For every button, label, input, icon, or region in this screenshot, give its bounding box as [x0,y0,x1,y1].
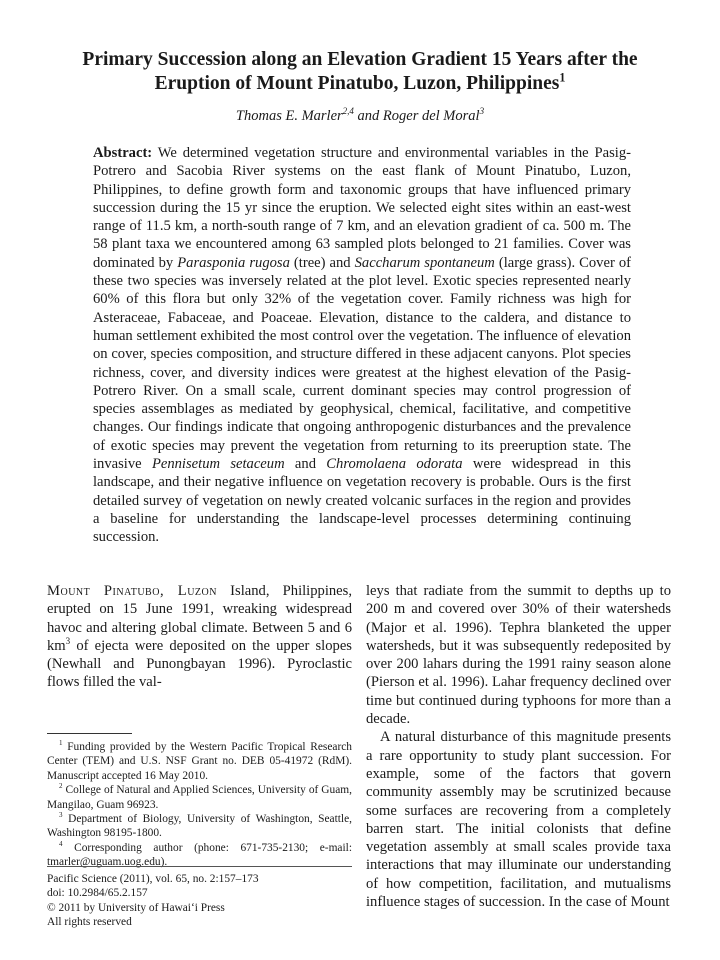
footnote-text: Department of Biology, University of Washington, Seattle, Washington 98195-1800. [47,813,352,840]
footnote-marker: 2 [59,782,63,791]
publication-divider [47,866,352,867]
abstract-text: We determined vegetation structure and environmental variables in the Pasig-Potrero and Sacobia River systems on the east flank of Mount Pinatubo, Luzon, Philippines, to define growth form and taxonomic groups that have influenced primary succession during the 15 yr since the eruption. We selected eight sites within an east-west range of 11.5 km, a north-south range of 7 km, and an elevation gradient of ca. 500 m. The 58 plant taxa we encountered among 63 sampled plots belonged to 21 families. Cover was dominated by [93,145,631,271]
abstract-label: Abstract: [93,145,153,161]
journal-citation: Pacific Science (2011), vol. 65, no. 2:157–173 [47,873,259,885]
author-affiliation-marker: 3 [479,106,485,117]
species-name: Saccharum spontaneum [354,254,495,271]
author-affiliation-marker: 2,4 [342,106,354,117]
abstract [93,144,631,547]
author-conjunction: and [353,108,383,124]
author-name: Roger del Moral [382,108,480,124]
footnotes [47,740,352,870]
body-column-right [366,582,671,911]
doi: doi: 10.2984/65.2.157 [47,887,148,900]
body-column-left [47,582,352,692]
copyright: © 2011 by University of Hawai‘i Press [47,901,225,914]
title-text: Primary Succession along an Elevation Gradient 15 Years after the Eruption of Mount Pinatubo, Luzon, Philippines [82,49,638,94]
footnote-marker: 1 [59,739,63,748]
author-line [60,108,660,125]
body-text: of ejecta were deposited on the upper slopes (Newhall and Punongbayan 1996). Pyroclastic flows filled the val- [47,637,352,691]
abstract-text: and [284,456,327,473]
footnote-marker: 3 [59,811,63,820]
lead-in-smallcaps: Mount Pinatubo, Luzon [47,583,217,599]
abstract-text: were widespread in this landscape, and their negative influence on vegetation recovery is probable. Ours is the first detailed survey of vegetation on newly created volcanic surfaces in the region and provides a baseline for understanding the landscape-level processes determining continuing succession. [93,456,631,546]
species-name: Chromolaena odorata [326,456,463,473]
paper-title [60,48,660,96]
footnote-text: Funding provided by the Western Pacific Tropical Research Center (TEM) and U.S. NSF Grant no. DEB 05-41972 (RdM). Manuscript accepted 16 May 2010. [47,741,352,782]
body-paragraph: A natural disturbance of this magnitude presents a rare opportunity to study plant succession. For example, some of the factors that govern community assembly may be scrutinized because some surfaces are recovering from a completely barren start. The initial colonists that define vegetation assembly at small scales provide taxa interactions that may illuminate our understanding of how competition, facilitation, and mutualisms influence stages of succession. In the case of Mount [366,729,671,911]
footnote [47,783,352,812]
superscript: 3 [65,636,71,647]
body-paragraph: leys that radiate from the summit to depths up to 200 m and covered over 30% of their watersheds (Major et al. 1996). Tephra blanketed the upper watersheds, but it was subsequently redeposited by over 200 lahars during the 1991 rainy season alone (Pierson et al. 1996). Lahar frequency declined over time but continued during typhoons for more than a decade. [366,583,671,728]
footnote [47,740,352,783]
body-text: Island, Philippines, erupted on 15 June 1991, wreaking widespread havoc and altering global climate. Between 5 and 6 km [47,583,352,654]
author-name: Thomas E. Marler [235,108,343,124]
footnote-text: College of Natural and Applied Sciences, University of Guam, Mangilao, Guam 96923. [47,784,352,811]
footnote-divider [47,733,132,734]
footnote-marker: 4 [59,840,63,849]
rights-statement: All rights reserved [47,916,132,929]
footnote [47,812,352,841]
title-footnote-marker: 1 [559,70,566,85]
species-name: Parasponia rugosa [177,254,290,271]
abstract-text: (tree) and [289,254,355,271]
footnote-text: Corresponding author (phone: 671-735-2130; e-mail: tmarler@uguam.uog.edu). [47,841,352,869]
publication-info [47,872,352,930]
species-name: Pennisetum setaceum [151,456,285,473]
abstract-text: (large grass). Cover of these two species was inversely related at the plot level. Exotic species represented nearly 60% of this flora but only 32% of the vegetation cover. Family richness was high for Asteraceae, Fabaceae, and Poaceae. Elevation, distance to the caldera, and distance to human settlement exhibited the most control over the vegetation. The influence of elevation on cover, species composition, and structure differed in these adjacent canyons. Plot species richness, cover, and diversity indices were greatest at the highest elevation of the Pasig-Potrero River. On a small scale, current dominant species may control progression of species assemblages as mediated by geophysical, chemical, facilitative, and competitive changes. Our findings indicate that ongoing anthropogenic disturbances and the prevalence of exotic species may prevent the vegetation from returning to its preeruption state. The invasive [93,254,631,473]
